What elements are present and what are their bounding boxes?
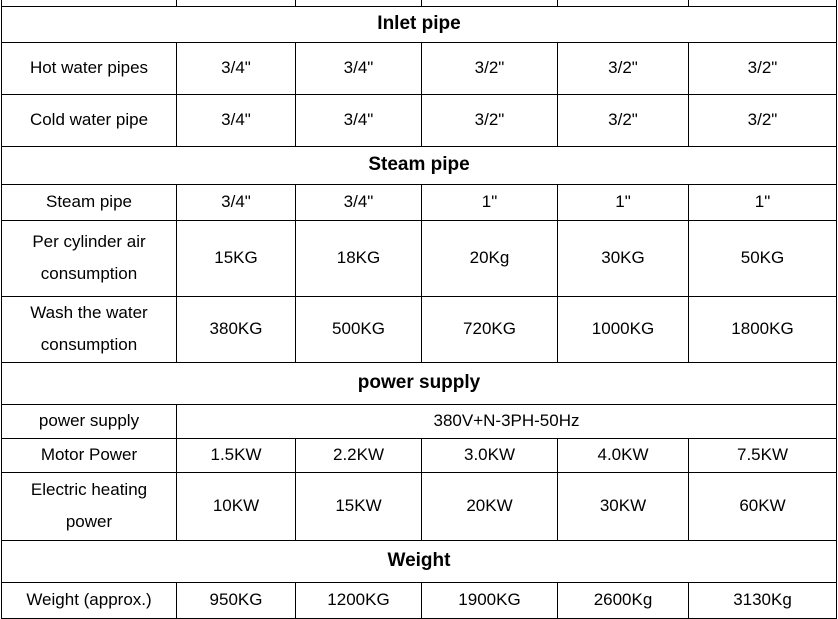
- value-cell: 950KG: [177, 582, 296, 618]
- value-cell: 10KW: [177, 472, 296, 540]
- row-label: Motor Power: [2, 438, 177, 472]
- table-row: [2, 220, 837, 296]
- value-cell: 3/2": [558, 94, 689, 146]
- table-row: [2, 296, 837, 362]
- row-label: Electric heating power: [2, 472, 177, 540]
- value-cell: 1.5KW: [177, 438, 296, 472]
- value-cell: 1": [558, 184, 689, 220]
- value-cell: 3.0KW: [422, 438, 558, 472]
- value-cell: 3/4": [177, 184, 296, 220]
- value-cell: 4.0KW: [558, 438, 689, 472]
- row-label: Per cylinder air consumption: [2, 220, 177, 296]
- value-cell: 3/2": [422, 42, 558, 94]
- value-cell: 30KG: [558, 220, 689, 296]
- value-cell: 500KG: [296, 296, 422, 362]
- table-row: [2, 404, 837, 438]
- value-cell: 50KG: [689, 220, 837, 296]
- section-header-row: [2, 362, 837, 404]
- value-cell: 1": [422, 184, 558, 220]
- value-cell: 7.5KW: [689, 438, 837, 472]
- spec-table: [1, 0, 837, 619]
- table-row: [2, 94, 837, 146]
- value-cell: 3/4": [296, 42, 422, 94]
- value-cell: 720KG: [422, 296, 558, 362]
- section-header-row: [2, 540, 837, 582]
- section-header-row: [2, 6, 837, 42]
- value-cell: 380KG: [177, 296, 296, 362]
- value-cell: 60KW: [689, 472, 837, 540]
- value-cell: 2.2KW: [296, 438, 422, 472]
- value-cell: 3/4": [296, 94, 422, 146]
- section-title: Steam pipe: [2, 146, 837, 184]
- value-cell: 1": [689, 184, 837, 220]
- value-cell: 20Kg: [422, 220, 558, 296]
- section-title: power supply: [2, 362, 837, 404]
- value-cell: 1900KG: [422, 582, 558, 618]
- row-label: Cold water pipe: [2, 94, 177, 146]
- value-cell: 3/4": [177, 42, 296, 94]
- value-cell: 15KG: [177, 220, 296, 296]
- table-row: [2, 582, 837, 618]
- table-row: [2, 184, 837, 220]
- spec-table-body: [2, 0, 837, 618]
- section-header-row: [2, 146, 837, 184]
- row-label: power supply: [2, 404, 177, 438]
- section-title: Inlet pipe: [2, 6, 837, 42]
- row-label: Wash the water consumption: [2, 296, 177, 362]
- value-cell: 3/2": [558, 42, 689, 94]
- value-cell: 1000KG: [558, 296, 689, 362]
- merged-value-cell: 380V+N-3PH-50Hz: [177, 404, 837, 438]
- value-cell: 1200KG: [296, 582, 422, 618]
- value-cell: 3130Kg: [689, 582, 837, 618]
- value-cell: 30KW: [558, 472, 689, 540]
- row-label: Hot water pipes: [2, 42, 177, 94]
- value-cell: 2600Kg: [558, 582, 689, 618]
- row-label: Steam pipe: [2, 184, 177, 220]
- row-label: Weight (approx.): [2, 582, 177, 618]
- table-row: [2, 438, 837, 472]
- value-cell: 15KW: [296, 472, 422, 540]
- value-cell: 3/2": [689, 42, 837, 94]
- value-cell: 1800KG: [689, 296, 837, 362]
- table-row: [2, 472, 837, 540]
- value-cell: 3/2": [689, 94, 837, 146]
- section-title: Weight: [2, 540, 837, 582]
- value-cell: 18KG: [296, 220, 422, 296]
- value-cell: 3/4": [296, 184, 422, 220]
- value-cell: 20KW: [422, 472, 558, 540]
- table-row: [2, 42, 837, 94]
- value-cell: 3/2": [422, 94, 558, 146]
- value-cell: 3/4": [177, 94, 296, 146]
